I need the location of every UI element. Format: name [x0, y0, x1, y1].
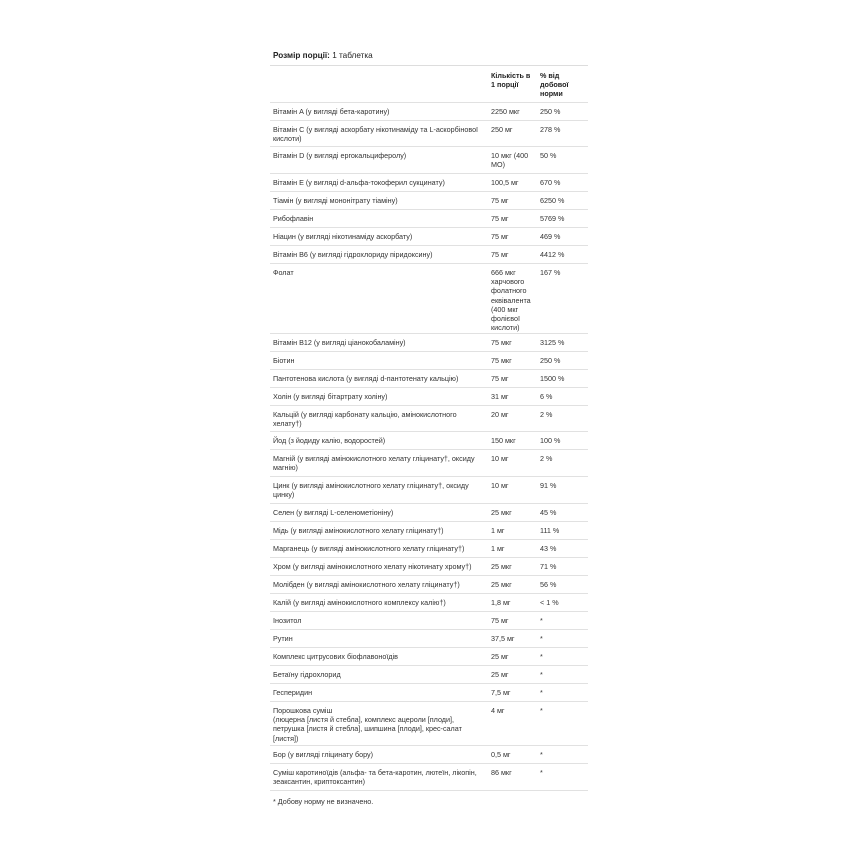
nutrient-daily-value: 45 %: [540, 508, 557, 517]
nutrient-daily-value: *: [540, 750, 543, 759]
table-row: [270, 630, 588, 648]
table-row: [270, 764, 588, 791]
table-row: [270, 666, 588, 684]
nutrient-name: Бетаїну гідрохлорид: [273, 670, 341, 679]
table-row: [270, 540, 588, 558]
nutrient-amount: 10 мг: [491, 454, 509, 463]
footnote: * Добову норму не визначено.: [273, 797, 374, 806]
nutrient-name: Селен (у вигляді L-селенометіоніну): [273, 508, 394, 517]
nutrient-daily-value: 6 %: [540, 392, 553, 401]
nutrient-name: Гесперидин: [273, 688, 313, 697]
nutrient-amount: 75 мг: [491, 214, 509, 223]
nutrient-amount: 25 мг: [491, 670, 509, 679]
table-row: [270, 334, 588, 352]
table-row: [270, 388, 588, 406]
nutrient-name: Кальцій (у вигляді карбонату кальцію, амінокислотного хелату†): [273, 410, 457, 429]
nutrient-name: Вітамін D (у вигляді ергокальциферолу): [273, 151, 407, 160]
table-row: [270, 210, 588, 228]
table-row: [270, 352, 588, 370]
table-row: [270, 746, 588, 764]
nutrient-daily-value: 2 %: [540, 454, 553, 463]
nutrient-daily-value: *: [540, 616, 543, 625]
table-row: [270, 228, 588, 246]
table-row: [270, 174, 588, 192]
nutrient-name: Ніацин (у вигляді нікотинаміду аскорбату): [273, 232, 413, 241]
nutrient-amount: 1 мг: [491, 526, 505, 535]
nutrient-name: Комплекс цитрусових біофлавоноїдів: [273, 652, 398, 661]
nutrient-amount: 25 мкг: [491, 508, 512, 517]
table-row: [270, 612, 588, 630]
nutrient-amount: 31 мг: [491, 392, 509, 401]
nutrient-amount: 25 мкг: [491, 562, 512, 571]
nutrient-amount: 150 мкг: [491, 436, 516, 445]
nutrient-daily-value: 278 %: [540, 125, 561, 134]
nutrient-daily-value: 5769 %: [540, 214, 565, 223]
nutrient-name: Цинк (у вигляді амінокислотного хелату гліцинату†, оксиду цинку): [273, 481, 469, 500]
nutrient-name: Інозитол: [273, 616, 302, 625]
table-row: [270, 121, 588, 147]
nutrient-amount: 1,8 мг: [491, 598, 511, 607]
table-row: [270, 477, 588, 504]
nutrient-daily-value: *: [540, 768, 543, 777]
nutrient-amount: 75 мкг: [491, 338, 512, 347]
nutrient-amount: 250 мг: [491, 125, 513, 134]
nutrient-name: Пантотенова кислота (у вигляді d-пантотенату кальцію): [273, 374, 459, 383]
table-row: [270, 370, 588, 388]
nutrient-name: Вітамін E (у вигляді d-альфа-токоферил сукцинату): [273, 178, 445, 187]
nutrient-daily-value: 6250 %: [540, 196, 565, 205]
nutrient-amount: 0,5 мг: [491, 750, 511, 759]
nutrient-name: Калій (у вигляді амінокислотного комплексу калію†): [273, 598, 446, 607]
nutrient-daily-value: 250 %: [540, 107, 561, 116]
nutrient-name: Біотин: [273, 356, 295, 365]
table-row: [270, 594, 588, 612]
nutrient-name: Тіамін (у вигляді мононітрату тіаміну): [273, 196, 398, 205]
nutrient-amount: 25 мкг: [491, 580, 512, 589]
table-row: [270, 406, 588, 432]
nutrient-name: Рибофлавін: [273, 214, 314, 223]
nutrient-daily-value: 670 %: [540, 178, 561, 187]
table-row: [270, 504, 588, 522]
nutrient-amount: 37,5 мг: [491, 634, 515, 643]
nutrient-name: Йод (з йодиду калію, водоростей): [273, 436, 386, 445]
nutrient-name: Молібден (у вигляді амінокислотного хелату гліцинату†): [273, 580, 460, 589]
nutrient-daily-value: 3125 %: [540, 338, 565, 347]
nutrient-amount: 75 мг: [491, 196, 509, 205]
nutrient-daily-value: 111 %: [540, 526, 560, 535]
table-row: [270, 147, 588, 174]
nutrient-name: Бор (у вигляді гліцинату бору): [273, 750, 374, 759]
table-row: [270, 576, 588, 594]
nutrient-daily-value: 50 %: [540, 151, 557, 160]
nutrient-amount: 10 мг: [491, 481, 509, 490]
nutrient-daily-value: 43 %: [540, 544, 557, 553]
nutrient-daily-value: < 1 %: [540, 598, 559, 607]
nutrient-amount: 75 мг: [491, 374, 509, 383]
nutrient-name: Вітамін B12 (у вигляді ціанокобаламіну): [273, 338, 406, 347]
table-row: [270, 246, 588, 264]
header-nutrient: [270, 66, 488, 102]
nutrient-name: Марганець (у вигляді амінокислотного хелату гліцинату†): [273, 544, 465, 553]
nutrient-daily-value: 1500 %: [540, 374, 565, 383]
table-row: [270, 702, 588, 746]
nutrient-amount: 75 мкг: [491, 356, 512, 365]
nutrient-daily-value: *: [540, 634, 543, 643]
nutrient-amount: 75 мг: [491, 232, 509, 241]
table-row: [270, 432, 588, 450]
nutrient-daily-value: 71 %: [540, 562, 557, 571]
nutrient-daily-value: 56 %: [540, 580, 557, 589]
header-amount: Кількість в 1 порції: [491, 71, 531, 90]
header-daily-value: % від добової норми: [540, 71, 569, 99]
nutrient-name: Холін (у вигляді бітартрату холіну): [273, 392, 388, 401]
nutrient-name: Рутин: [273, 634, 293, 643]
table-row: [270, 522, 588, 540]
nutrient-daily-value: 2 %: [540, 410, 553, 419]
table-row: [270, 264, 588, 334]
nutrient-name: Мідь (у вигляді амінокислотного хелату гліцинату†): [273, 526, 444, 535]
table-row: [270, 103, 588, 121]
nutrient-daily-value: 250 %: [540, 356, 561, 365]
nutrient-amount: 4 мг: [491, 706, 505, 715]
nutrient-name: Хром (у вигляді амінокислотного хелату нікотинату хрому†): [273, 562, 472, 571]
nutrient-amount: 75 мг: [491, 250, 509, 259]
nutrient-name: Фолат: [273, 268, 294, 277]
nutrient-daily-value: *: [540, 706, 543, 715]
nutrient-amount: 20 мг: [491, 410, 509, 419]
table-row: [270, 648, 588, 666]
nutrient-name: Вітамін A (у вигляді бета-каротину): [273, 107, 390, 116]
nutrient-daily-value: 100 %: [540, 436, 561, 445]
nutrient-daily-value: *: [540, 652, 543, 661]
nutrient-daily-value: 4412 %: [540, 250, 565, 259]
nutrient-amount: 10 мкг (400 МО): [491, 151, 529, 170]
nutrient-amount: 86 мкг: [491, 768, 512, 777]
nutrient-daily-value: 167 %: [540, 268, 561, 277]
nutrient-daily-value: *: [540, 688, 543, 697]
nutrient-amount: 666 мкг харчового фолатного еквівалента (400 мкг фолієвої кислоти): [491, 268, 531, 333]
supplement-facts-table: [270, 46, 588, 806]
serving-size: [270, 46, 588, 66]
nutrient-amount: 25 мг: [491, 652, 509, 661]
table-row: [270, 684, 588, 702]
nutrient-amount: 100,5 мг: [491, 178, 519, 187]
table-body: [270, 103, 588, 791]
nutrient-name: Вітамін B6 (у вигляді гідрохлориду піридоксину): [273, 250, 433, 259]
nutrient-amount: 7,5 мг: [491, 688, 511, 697]
nutrient-amount: 2250 мкг: [491, 107, 520, 116]
nutrient-name: Вітамін C (у вигляді аскорбату нікотинаміду та L-аскорбінової кислоти): [273, 125, 479, 144]
table-header: [270, 66, 588, 103]
table-row: [270, 450, 588, 477]
nutrient-name: Порошкова суміш (люцерна [листя й стебла], комплекс ацероли [плоди], петрушка [листя й стебла], шипшина [плоди], крес-салат [листя]): [273, 706, 462, 743]
nutrient-daily-value: 91 %: [540, 481, 557, 490]
serving-size-label: Розмір порції:: [273, 51, 330, 60]
table-row: [270, 558, 588, 576]
nutrient-name: Суміш каротиноїдів (альфа- та бета-каротин, лютеїн, лікопін, зеаксантин, криптоксантин): [273, 768, 477, 787]
nutrient-daily-value: *: [540, 670, 543, 679]
nutrient-name: Магній (у вигляді амінокислотного хелату гліцинату†, оксиду магнію): [273, 454, 475, 473]
nutrient-amount: 75 мг: [491, 616, 509, 625]
table-row: [270, 192, 588, 210]
nutrient-amount: 1 мг: [491, 544, 505, 553]
serving-size-value: 1 таблетка: [329, 51, 373, 60]
nutrient-daily-value: 469 %: [540, 232, 561, 241]
